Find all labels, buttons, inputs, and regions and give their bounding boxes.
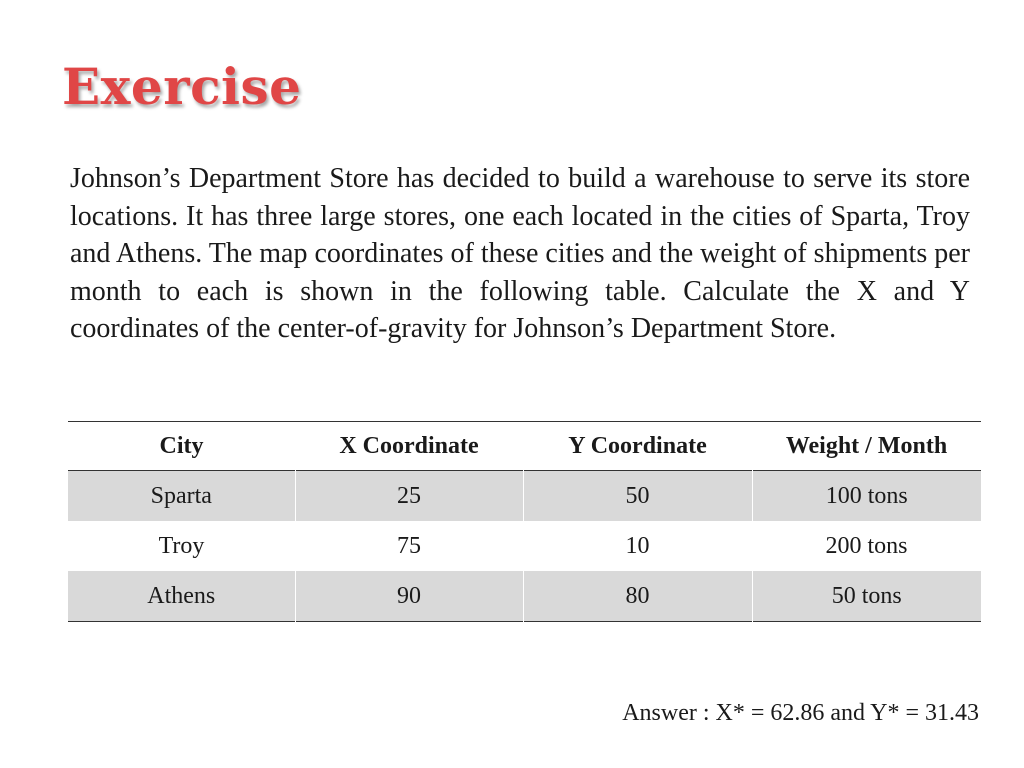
cell-city: Athens bbox=[68, 571, 295, 622]
cell-city: Troy bbox=[158, 532, 205, 559]
table-row bbox=[68, 571, 981, 622]
table-header-row bbox=[68, 422, 981, 471]
city-data-table-container bbox=[68, 421, 981, 622]
cell-x-coordinate: 25 bbox=[295, 471, 523, 522]
cell-weight: 100 tons bbox=[752, 471, 981, 522]
table-row bbox=[68, 521, 981, 571]
slide-title: Exercise bbox=[62, 57, 302, 116]
cell-x-coordinate: 75 bbox=[397, 532, 421, 559]
exercise-description: Johnson’s Department Store has decided to build a warehouse to serve its store locations. It has three large stores, one each located in the cities of Sparta, Troy and Athens. The map coordinates of these cities and the weight of shipments per month to each is shown in the following table. Calculate the X and Y coordinates of the center-of-gravity for Johnson’s Department Store. bbox=[70, 163, 970, 344]
cell-city: Sparta bbox=[68, 471, 295, 522]
cell-y-coordinate: 50 bbox=[523, 471, 752, 522]
cell-weight: 200 tons bbox=[825, 532, 908, 559]
cell-weight: 50 tons bbox=[752, 571, 981, 622]
table-row bbox=[68, 471, 981, 522]
city-data-table bbox=[68, 421, 981, 622]
header-x-coordinate: X Coordinate bbox=[339, 432, 479, 459]
header-y-coordinate: Y Coordinate bbox=[568, 432, 707, 459]
header-weight-month: Weight / Month bbox=[785, 432, 948, 459]
cell-y-coordinate: 80 bbox=[523, 571, 752, 622]
answer-text: Answer : X* = 62.86 and Y* = 31.43 bbox=[622, 700, 979, 726]
header-city: City bbox=[159, 432, 204, 459]
cell-y-coordinate: 10 bbox=[625, 532, 650, 559]
cell-x-coordinate: 90 bbox=[295, 571, 523, 622]
